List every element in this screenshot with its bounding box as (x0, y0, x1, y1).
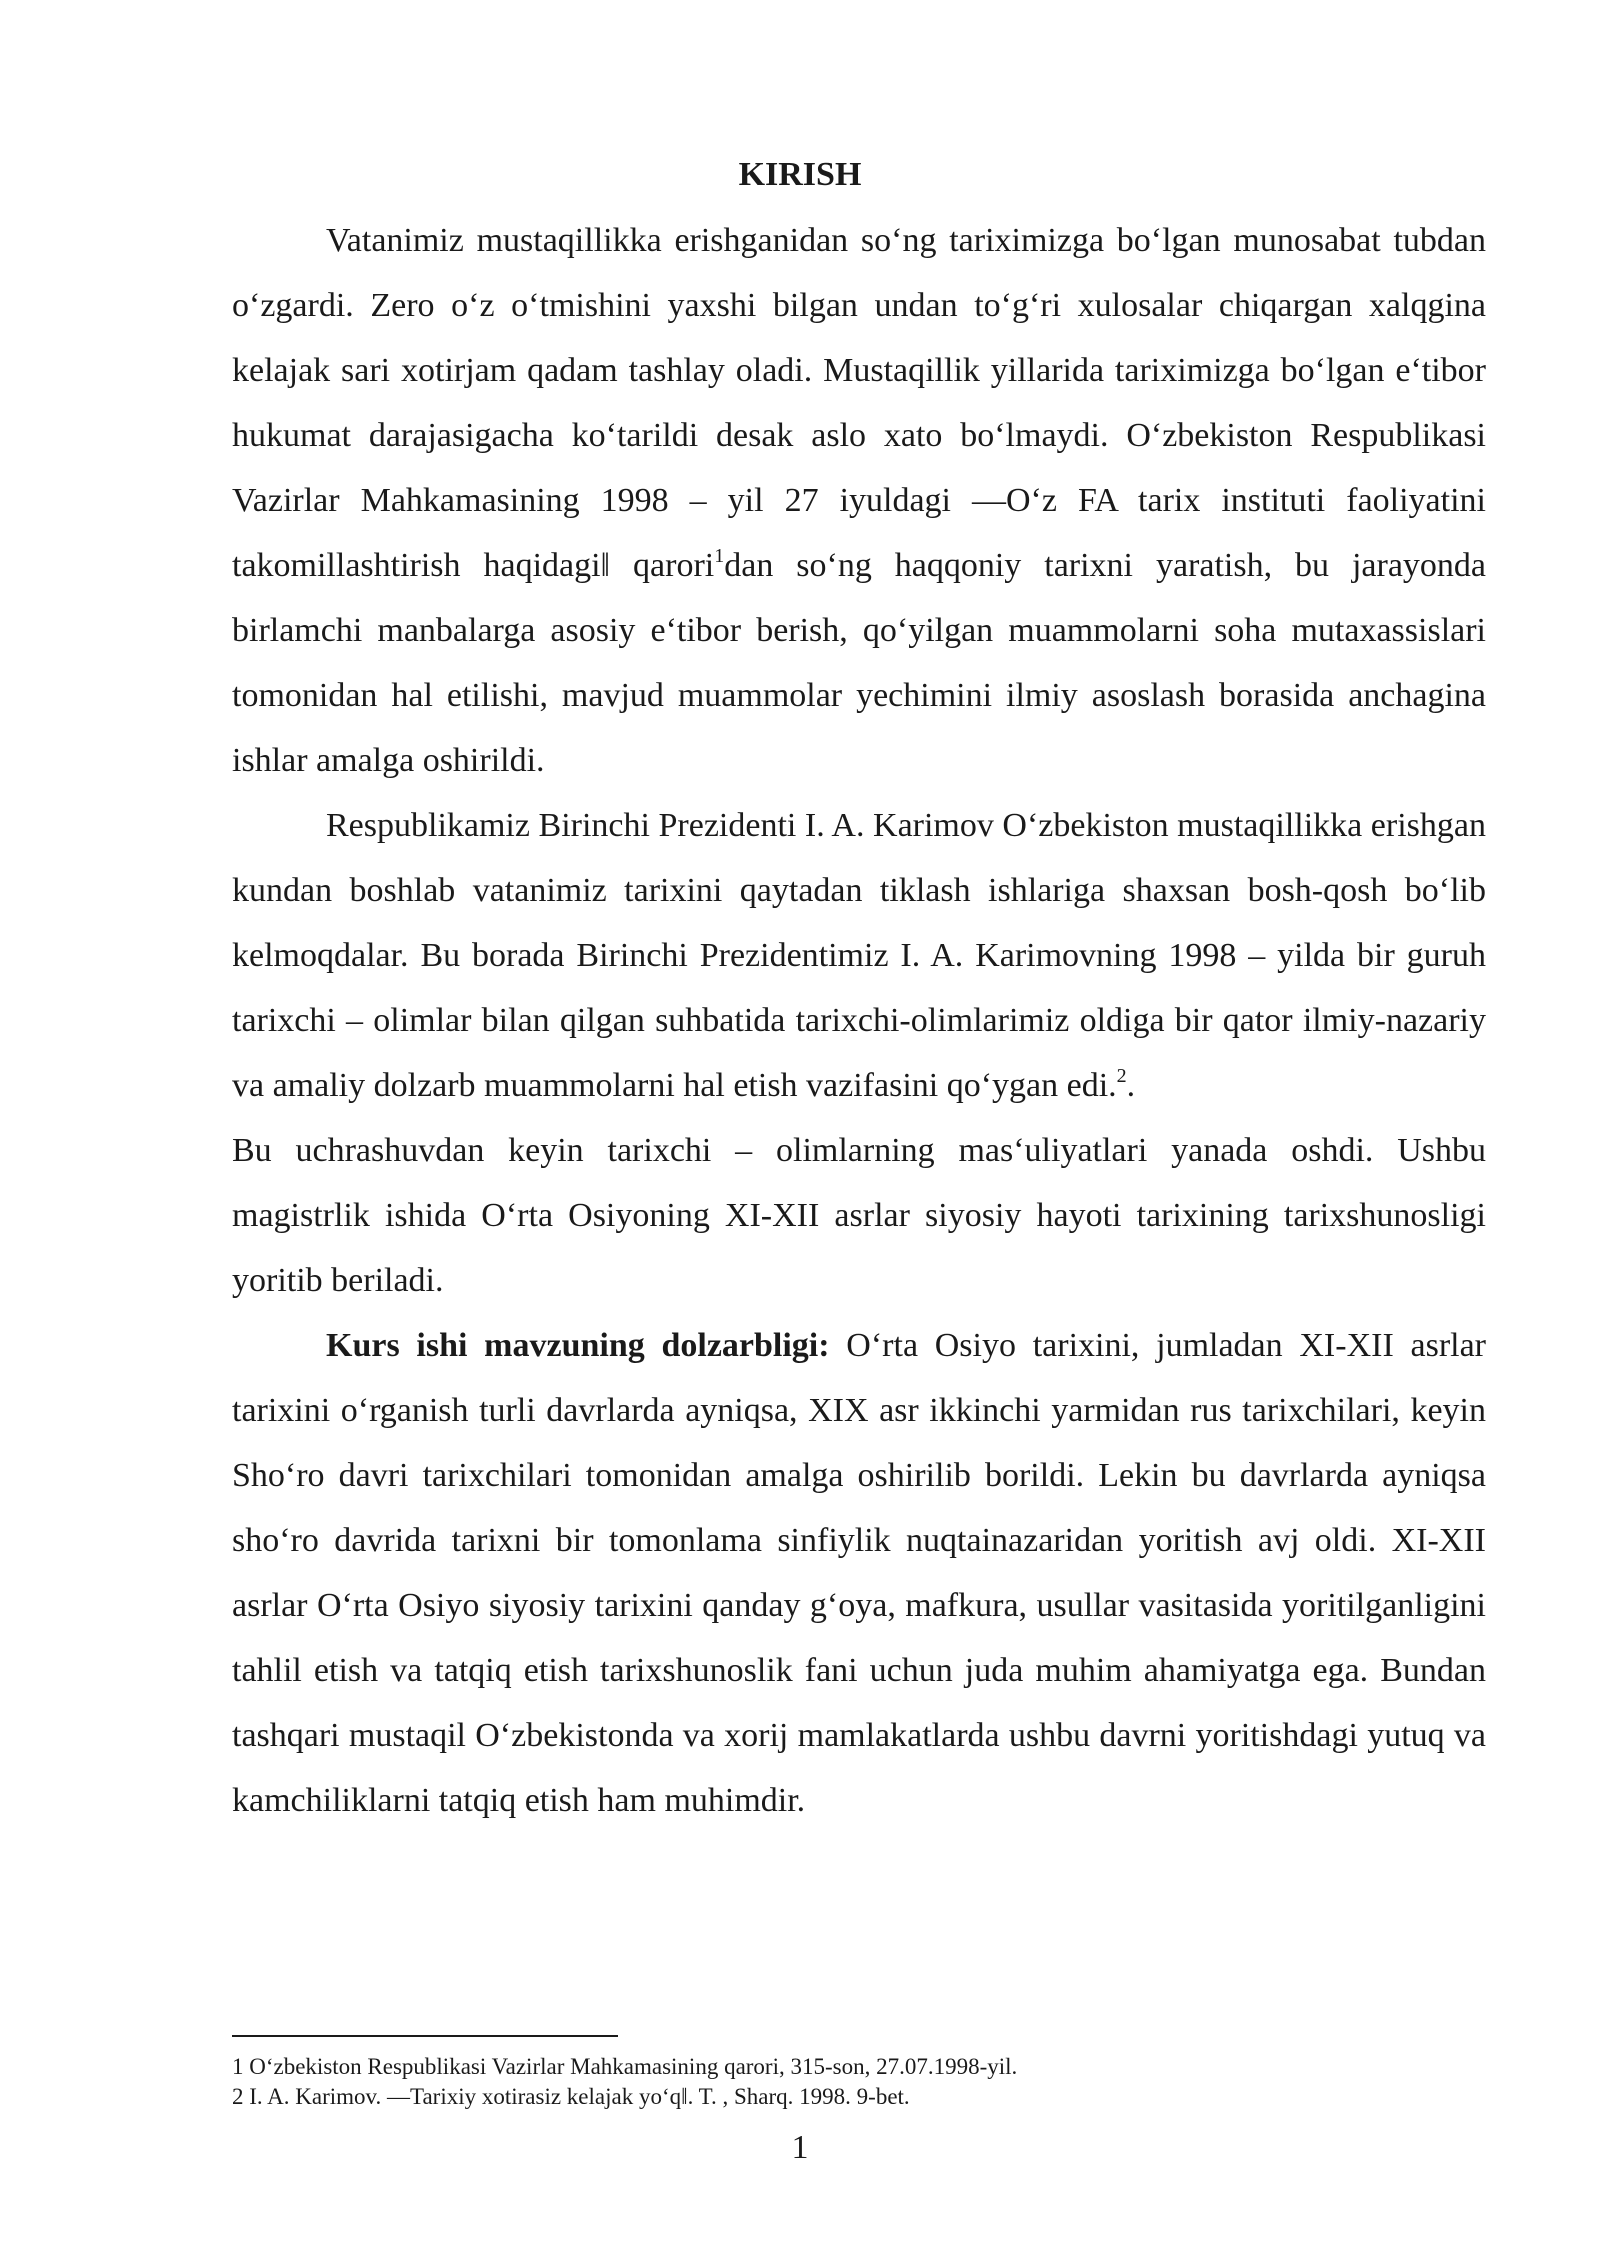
paragraph-relevance (232, 1313, 1486, 1833)
paragraph-president (232, 793, 1486, 1118)
footnote-separator (232, 2035, 618, 2037)
footnotes (232, 2052, 1486, 2112)
footnote-ref-1[interactable]: 1 (714, 545, 725, 567)
paragraph-president-text-b: . (1126, 1067, 1136, 1104)
footnote-1: 1 O‘zbekiston Respublikasi Vazirlar Mahkamasining qarori, 315-son, 27.07.1998-yil. (232, 2054, 1018, 2079)
paragraph-intro-text-a: Vatanimiz mustaqillikka erishganidan so‘ng tariximizga bo‘lgan munosabat tubdan o‘zgardi. Zero o‘z o‘tmishini yaxshi bilgan undan to‘g‘ri xulosalar chiqargan xalqgina kelajak sari xotirjam qadam tashlay oladi. Mustaqillik yillarida tariximizga bo‘lgan e‘tibor hukumat darajasigacha ko‘tarildi desak aslo xato bo‘lmaydi. O‘zbekiston Respublikasi Vazirlar Mahkamasining 1998 – yil 27 iyuldagi ―O‘z FA tarix instituti faoliyatini takomillashtirish haqidagi‖ qarori (232, 222, 1486, 584)
page-number: 1 (791, 2129, 809, 2166)
paragraph-intro (232, 208, 1486, 793)
paragraph-president-text-a: Respublikamiz Birinchi Prezidenti I. A. Karimov O‘zbekiston mustaqillikka erishgan kundan boshlab vatanimiz tarixini qaytadan tiklash ishlariga shaxsan bosh-qosh bo‘lib kelmoqdalar. Bu borada Birinchi Prezidentimiz I. A. Karimovning 1998 – yilda bir guruh tarixchi – olimlar bilan qilgan suhbatida tarixchi-olimlarimiz oldiga bir qator ilmiy-nazariy va amaliy dolzarb muammolarni hal etish vazifasini qo‘ygan edi. (232, 807, 1486, 1104)
paragraph-intro-text-b: dan so‘ng haqqoniy tarixni yaratish, bu jarayonda birlamchi manbalarga asosiy e‘tibor berish, qo‘yilgan muammolarni soha mutaxassislari tomonidan hal etilishi, mavjud muammolar yechimini ilmiy asoslash borasida anchagina ishlar amalga oshirildi. (232, 547, 1486, 779)
main-text (232, 208, 1486, 1833)
relevance-heading: Kurs ishi mavzuning dolzarbligi: (326, 1327, 830, 1364)
relevance-text: O‘rta Osiyo tarixini, jumladan XI-XII asrlar tarixini o‘rganish turli davrlarda ayniqsa, XIX asr ikkinchi yarmidan rus tarixchilari, keyin Sho‘ro davri tarixchilari tomonidan amalga oshirilib borildi. Lekin bu davrlarda ayniqsa sho‘ro davrida tarixni bir tomonlama sinfiylik nuqtainazaridan yoritish avj oldi. XI-XII asrlar O‘rta Osiyo siyosiy tarixini qanday g‘oya, mafkura, usullar vasitasida yoritilganligini tahlil etish va tatqiq etish tarixshunoslik fani uchun juda muhim ahamiyatga ega. Bundan tashqari mustaqil O‘zbekistonda va xorij mamlakatlarda ushbu davrni yoritishdagi yutuq va kamchiliklarni tatqiq etish ham muhimdir. (232, 1327, 1486, 1819)
footnote-2: 2 I. A. Karimov. ―Tarixiy xotirasiz kelajak yo‘q‖. T. , Sharq. 1998. 9-bet. (232, 2084, 910, 2109)
footnote-ref-2[interactable]: 2 (1116, 1065, 1127, 1087)
page-title: KIRISH (738, 156, 862, 193)
paragraph-meeting: Bu uchrashuvdan keyin tarixchi – olimlarning mas‘uliyatlari yanada oshdi. Ushbu magistrlik ishida O‘rta Osiyoning XI-XII asrlar siyosiy hayoti tarixining tarixshunosligi yoritib beriladi. (232, 1132, 1486, 1299)
